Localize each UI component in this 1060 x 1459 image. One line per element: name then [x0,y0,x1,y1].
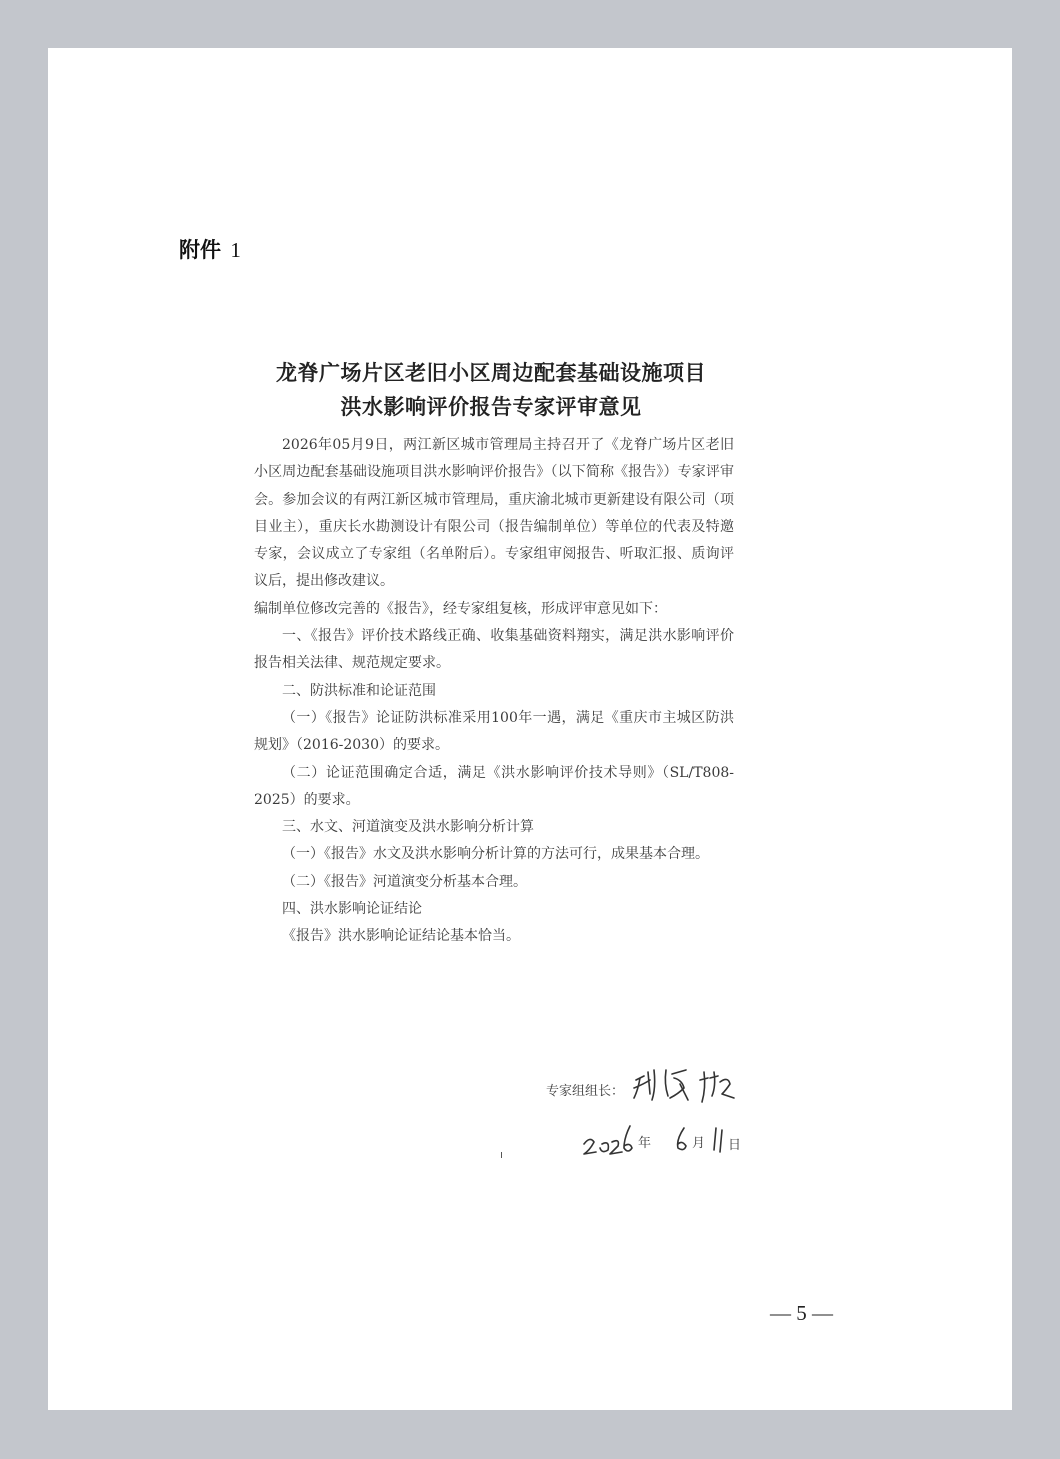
paragraph-section-4-body: 《报告》洪水影响论证结论基本恰当。 [282,928,520,945]
paragraph-section-3-1: （一）《报告》水文及洪水影响分析计算的方法可行，成果基本合理。 [282,846,709,863]
attachment-label [179,234,241,264]
paragraph-intro: 2026年05月9日，两江新区城市管理局主持召开了《龙脊广场片区老旧小区周边配套基础设施项目洪水影响评价报告》（以下简称《报告》）专家评审会。参加会议的有两江新区城市管理局，重庆渝北城市更新建设有限公司（项目业主），重庆长水勘测设计有限公司（报告编制单位）等单位的代表及特邀专家，会议成立了专家组（名单附后）。专家组审阅报告、听取汇报、质询评议后，提出修改建议。 [254,437,734,590]
signature-date [580,1118,780,1162]
handwritten-date [580,1118,780,1162]
paragraph-section-4-heading: 四、洪水影响论证结论 [282,901,422,918]
handwritten-signature [630,1060,750,1110]
paragraph-section-1: 一、《报告》评价技术路线正确、收集基础资料翔实，满足洪水影响评价报告相关法律、规范规定要求。 [254,628,734,672]
title-line-1: 龙脊广场片区老旧小区周边配套基础设施项目 [276,360,706,385]
paragraph-section-2-heading: 二、防洪标准和论证范围 [282,682,436,699]
document-title [254,356,728,424]
signature-block [546,1068,806,1168]
paragraph-review-intro: 编制单位修改完善的《报告》，经专家组复核，形成评审意见如下： [254,600,667,617]
date-month-char: 月 [692,1136,706,1151]
signature-label: 专家组组长： [546,1084,625,1099]
page-number: — 5 — [770,1301,833,1325]
document-page [48,48,1012,1410]
paragraph-section-2-1: （一）《报告》论证防洪标准采用100年一遇，满足《重庆市主城区防洪规划》（2016-2030）的要求。 [254,709,734,754]
scan-mark [501,1152,502,1158]
date-year-char: 年 [638,1136,652,1151]
attachment-text: 附件 [179,238,221,262]
date-day-char: 日 [728,1138,742,1153]
paragraph-section-2-2: （二）论证范围确定合适，满足《洪水影响评价技术导则》（SL/T808-2025）的要求。 [254,764,734,808]
document-body [254,432,734,951]
paragraph-section-3-2: （二）《报告》河道演变分析基本合理。 [282,873,527,890]
paragraph-section-3-heading: 三、水文、河道演变及洪水影响分析计算 [282,819,534,836]
attachment-number: 1 [230,238,241,262]
title-line-2: 洪水影响评价报告专家评审意见 [340,394,642,419]
